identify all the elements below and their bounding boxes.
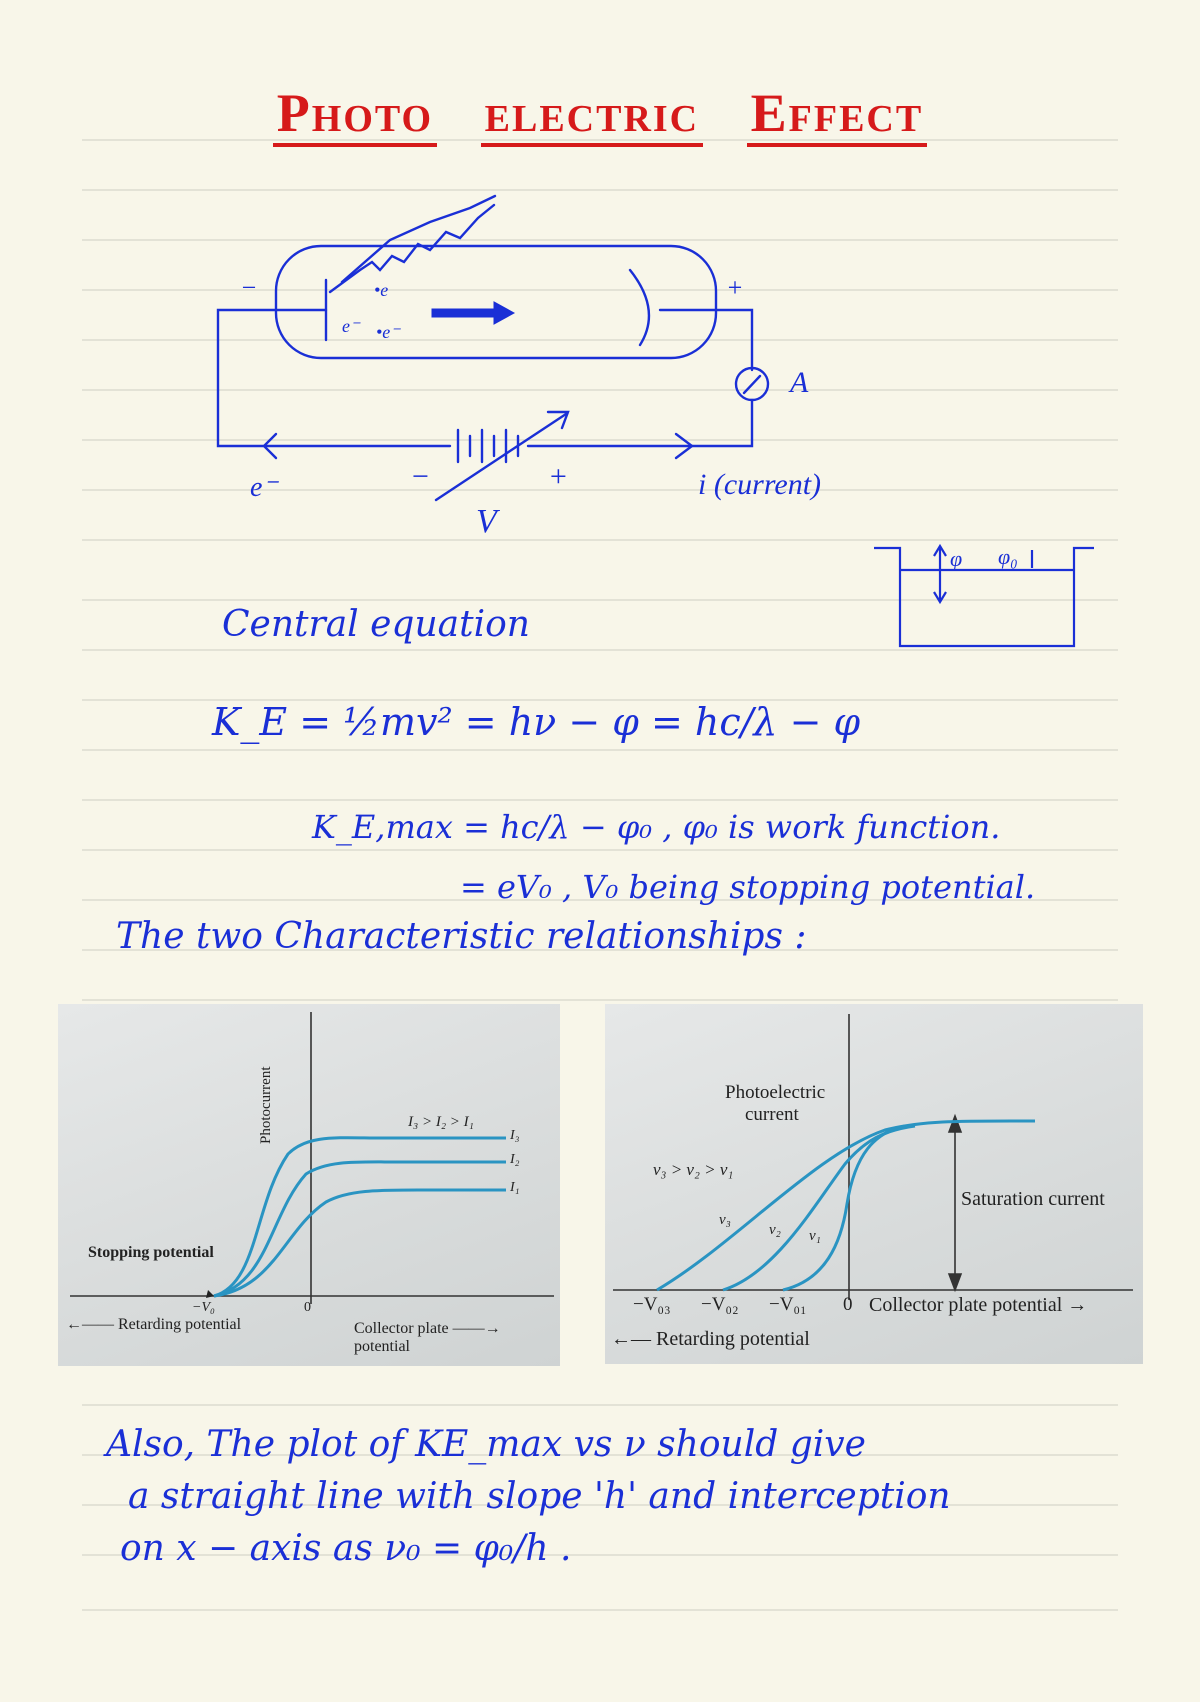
graph2-tick-v02: −V₀₂ [701, 1294, 739, 1315]
graph1-curve-i3: I₃ [510, 1128, 520, 1143]
graph2-tick-v03: −V₀₃ [633, 1294, 671, 1315]
graph1-retarding: ←—— Retarding potential [66, 1316, 242, 1333]
curve-i1 [214, 1190, 506, 1296]
graph2-curve-nu3: ν₃ [719, 1212, 731, 1228]
light-ray-2 [342, 196, 495, 282]
work-function-diagram [872, 536, 1098, 656]
battery-minus-label: − [410, 460, 431, 493]
graph2-tick-zero: 0 [843, 1294, 853, 1315]
vacuum-tube [276, 246, 716, 358]
graph-photocurrent-frequency [605, 1004, 1143, 1364]
title-word-electric: electric [481, 83, 704, 147]
photoelectric-circuit-diagram [0, 0, 1200, 560]
electron-label-3: •e⁻ [376, 322, 400, 342]
anode-plate [630, 270, 649, 345]
battery-plus-label: + [548, 460, 569, 493]
graph2-saturation: Saturation current [961, 1188, 1105, 1210]
electron-flow-label: e⁻ [250, 472, 278, 503]
graph1-v0-tick: −V₀ [192, 1300, 215, 1315]
graph1-curve-i1: I₁ [510, 1180, 520, 1195]
graph-photocurrent-intensity [58, 1004, 560, 1366]
bottom-note-line-2: a straight line with slope 'h' and interception [128, 1476, 951, 1517]
curve-nu2 [723, 1126, 915, 1290]
bottom-note-line-1: Also, The plot of KE_max vs ν should give [106, 1424, 866, 1465]
graph1-zero-tick: 0 [304, 1300, 311, 1315]
title-word-effect: Effect [747, 83, 928, 147]
graph1-collector: Collector plate ——→ [354, 1320, 501, 1337]
graph1-collector-2: potential [354, 1338, 410, 1355]
graph2-ylabel-2: current [745, 1104, 799, 1125]
bottom-note-line-3: on x − axis as ν₀ = φ₀/h . [120, 1528, 572, 1569]
kemax-equation: K_E,max = hc/λ − φ₀ , φ₀ is work function. [312, 808, 1001, 846]
kinetic-energy-equation: K_E = ½mv² = hν − φ = hc/λ − φ [212, 700, 861, 744]
phi0-label: φ₀ [998, 544, 1018, 569]
phi-label: φ [950, 546, 963, 571]
graph1-stopping-potential: Stopping potential [88, 1244, 214, 1261]
graph1-relation: I₃ > I₂ > I₁ [408, 1114, 474, 1130]
electron-beam-arrow [432, 309, 496, 317]
electron-label-2: e⁻ [342, 316, 360, 336]
ammeter-label: A [790, 366, 809, 399]
central-equation-heading: Central equation [222, 604, 530, 645]
electron-label-1: •e [374, 280, 389, 300]
graph2-ylabel-1: Photoelectric [725, 1082, 826, 1103]
graph2-curve-nu2: ν₂ [769, 1222, 781, 1238]
graph2-tick-v01: −V₀₁ [769, 1294, 807, 1315]
light-ray-1 [330, 205, 494, 292]
graph2-relation: ν₃ > ν₂ > ν₁ [653, 1160, 734, 1179]
characteristic-heading: The two Characteristic relationships : [116, 916, 807, 957]
cathode-minus-label: − [240, 273, 258, 302]
graph2-retarding: ←— Retarding potential [611, 1328, 810, 1350]
graph1-curve-i2: I₂ [510, 1152, 520, 1167]
current-label: i (current) [698, 468, 822, 501]
graph2-collector: Collector plate potential → [869, 1294, 1088, 1316]
title-word-photo: Photo [273, 83, 437, 147]
graph1-ylabel: Photocurrent [258, 1066, 274, 1144]
stopping-potential-equation: = eV₀ , V₀ being stopping potential. [460, 868, 1036, 906]
anode-plus-label: + [726, 273, 744, 302]
voltage-label: V [476, 503, 497, 540]
graph2-curve-nu1: ν₁ [809, 1228, 821, 1244]
